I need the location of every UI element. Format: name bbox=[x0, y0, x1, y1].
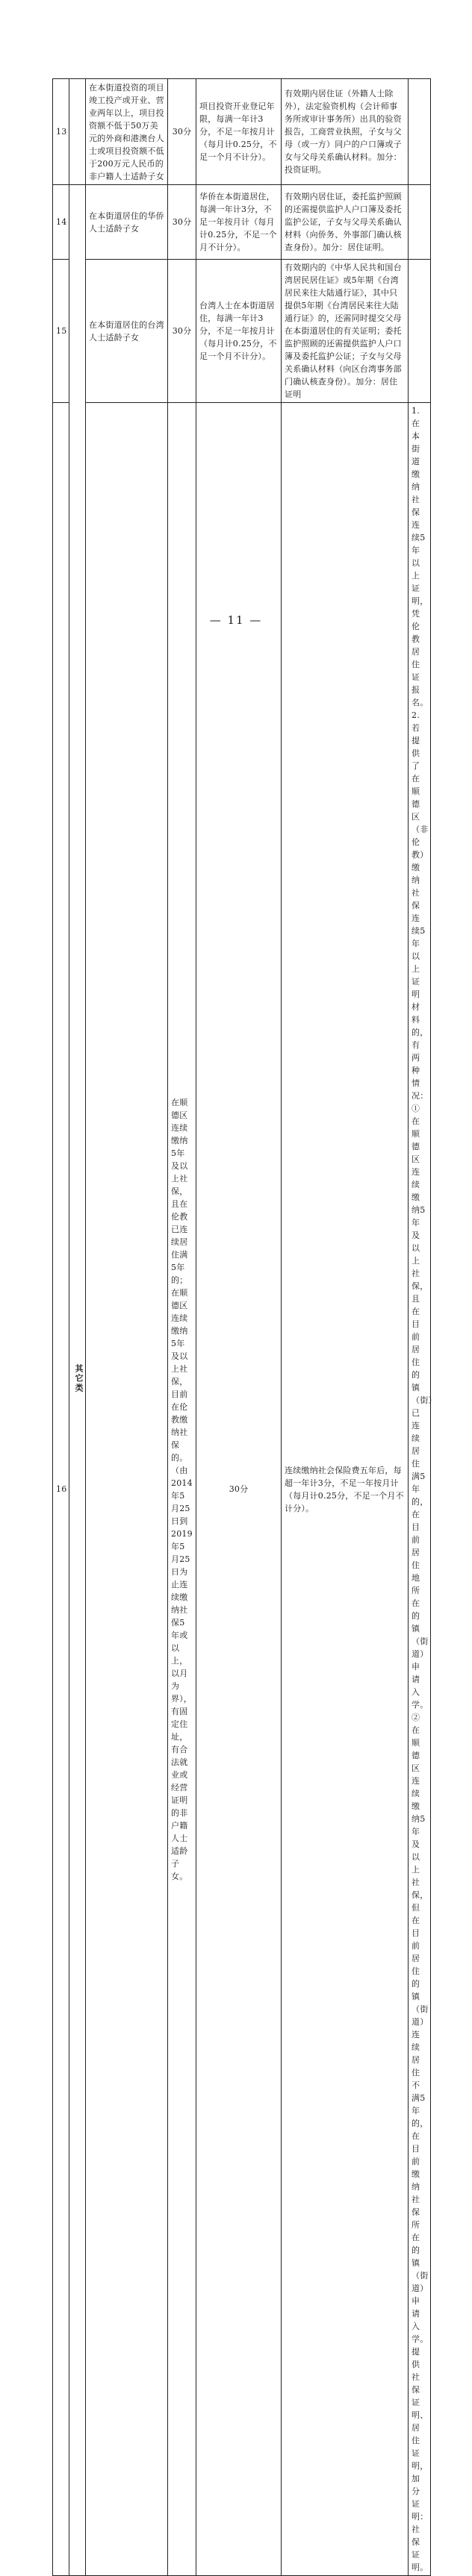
row-number: 14 bbox=[53, 185, 69, 260]
scoring-rule-cell: 台湾人士在本街道居住，每满一年计3分，不足一年按月计（每月计0.25分，不足一个月不计分）。 bbox=[196, 260, 282, 403]
score-cell: 30分 bbox=[168, 185, 196, 260]
category-cell bbox=[69, 185, 86, 2576]
row-number: 16 bbox=[53, 403, 69, 2576]
table-row bbox=[53, 79, 431, 185]
eligibility-line: 在顺德区连续缴纳5年及以上社保，目前在伦教缴纳社保的。 bbox=[171, 1287, 188, 1463]
table-row bbox=[53, 185, 431, 260]
category-cell bbox=[86, 403, 168, 2576]
category-label: 其它类 bbox=[74, 1363, 84, 1393]
score-cell: 30分 bbox=[168, 260, 196, 403]
scoring-rule-cell: 华侨在本街道居住，每满一年计3分，不足一年按月计（每月计0.25分，不足一个月不计分）。 bbox=[196, 185, 282, 260]
eligibility-cell: 在本街道投资的项目竣工投产或开业、营业两年以上，项目投资额不低于50万美元的外商和港澳台人士或项目投资额不低于200万元人民币的非户籍人士适龄子女 bbox=[86, 79, 168, 185]
eligibility-line: （由2014年5月25日到2019年5月25日为止连续缴纳社保5年或以上，以月为界），有固定住址，有合法就业或经营证明的非户籍人士适龄子女。 bbox=[171, 1465, 193, 1881]
page-number: — 11 — bbox=[209, 613, 263, 627]
score-cell: 30分 bbox=[196, 403, 282, 2576]
materials-line: 提供社保证明、居住证明， bbox=[412, 2347, 429, 2471]
materials-cell: 有效期内的《中华人民共和国台湾居民居住证》或5年期《台湾居民来往大陆通行证》，其中只提供5年期《台湾居民来往大陆通行证》的，还需同时提交父母在本街道居住的有关证明；委托监护照顾的还需提供监护人户口簿及委托监护公证；子女与父母关系确认材料（向区台湾事务部门确认核查身份）。加分：居住证明 bbox=[282, 260, 409, 403]
eligibility-cell bbox=[168, 403, 196, 2576]
remarks-cell bbox=[409, 79, 431, 185]
table-row bbox=[53, 403, 431, 2576]
eligibility-cell: 在本街道居住的华侨人士适龄子女 bbox=[86, 185, 168, 260]
row-number: 13 bbox=[53, 79, 69, 185]
remarks-cell bbox=[409, 185, 431, 260]
eligibility-cell: 在本街道居住的台湾人士适龄子女 bbox=[86, 260, 168, 403]
table-row bbox=[53, 260, 431, 403]
score-cell: 30分 bbox=[168, 79, 196, 185]
materials-line: 2.若提供了在顺德区（非伦教）缴纳社保连续5年以上证明材料的，有两种情况：①在顺德区连续缴纳5年及以上社保，且在目前居住的镇（街）已连续居住满5年的，在目前居住地所在的镇（街道）申请入学。②在顺德区连续缴纳5年及以上社保，但在目前居住的镇（街道）连续居住不满5年的，在目前缴纳社保所在的镇（街道）申请入学。 bbox=[412, 710, 437, 2344]
row-number: 15 bbox=[53, 260, 69, 403]
eligibility-line: 在顺德区连续缴纳5年及以上社保，且在伦教已连续居住满5年的； bbox=[171, 1097, 188, 1285]
scoring-rule-cell: 连续缴纳社会保险费五年后，每超一年计3分，不足一年按月计（每月计0.25分，不足一个月不计分）。 bbox=[282, 403, 409, 2576]
admission-points-table bbox=[52, 78, 437, 2576]
category-cell bbox=[69, 79, 86, 185]
materials-line: 加分证明：社保证明。 bbox=[412, 2474, 429, 2572]
materials-cell bbox=[409, 403, 437, 2576]
remarks-cell bbox=[409, 260, 431, 403]
materials-line: 1.在本街道缴纳社保连续5年以上证明，凭伦教居住证报名。 bbox=[412, 406, 429, 707]
materials-cell: 有效期内居住证（外籍人士除外），法定验资机构（会计师事务所或审计事务所）出具的验资报告，工商营业执照，子女与父母（或一方）同户的户口簿或子女与父母关系确认材料。加分：投资证明。 bbox=[282, 79, 409, 185]
scoring-rule-cell: 项目投资开业登记年限，每满一年计3分，不足一年按月计（每月计0.25分，不足一个月不计分）。 bbox=[196, 79, 282, 185]
materials-cell: 有效期内居住证，委托监护照顾的还需提供监护人户口簿及委托监护公证，子女与父母关系确认材料（向侨务、外事部门确认核查身份）。加分：居住证明。 bbox=[282, 185, 409, 260]
